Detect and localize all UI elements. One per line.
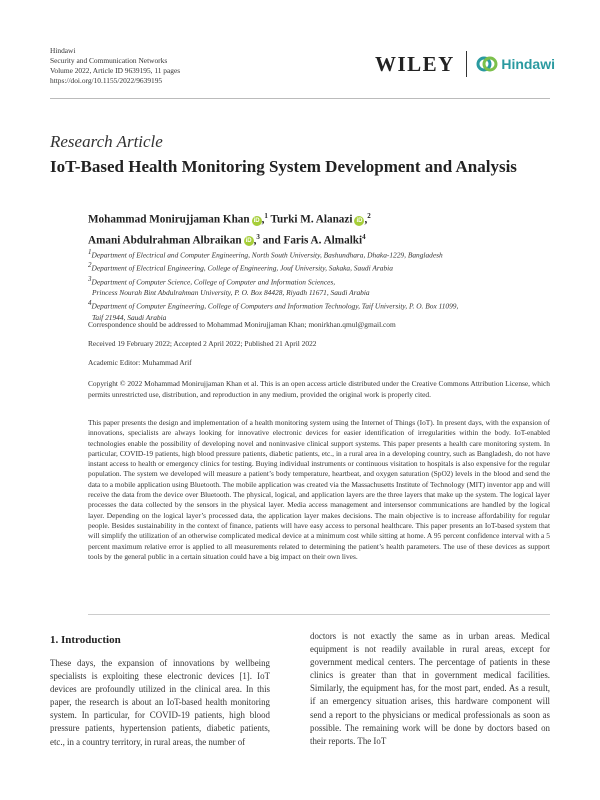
author-name[interactable]: and Faris A. Almalki (262, 234, 363, 247)
hindawi-logo-text: Hindawi (501, 56, 555, 72)
wiley-logo: WILEY (375, 51, 455, 76)
orcid-icon[interactable]: iD (245, 238, 252, 245)
publication-dates: Received 19 February 2022; Accepted 2 April 2022; Published 21 April 2022 (88, 339, 317, 348)
header-divider (50, 98, 550, 99)
affiliation-2: $^2$Department of Electrical Engineering, College of Engineering, Jouf University, Sakaka, Saudi Arabia (88, 261, 393, 273)
affil-sup: 2 (367, 212, 371, 220)
intro-column-right: doctors is not exactly the same as in urban areas. Medical equipment is not readily available in rural areas, except for government medical centers. The percentage of patients in these clinics is greater than that in government medical facilities. Similarly, the equipment has, for the most part, ended. As a result, if an emergency situation arises, this hardware component will send a report to the physicians or medical professionals as soon as possible. The remaining work will be done by doctors based on their reports. The IoT (310, 631, 550, 746)
affiliations (88, 247, 558, 323)
affil-sup: 1 (264, 212, 268, 220)
section-heading: 1. Introduction (50, 634, 121, 646)
affiliation-3: $^3$Department of Computer Science, College of Computer and Information Sciences, (88, 274, 336, 287)
volume-line: Volume 2022, Article ID 9639195, 11 pages (50, 66, 181, 75)
author-name[interactable]: Turki M. Alanazi (270, 213, 353, 226)
article-type: Research Article (50, 132, 163, 151)
affil-sup: 3 (256, 232, 260, 241)
orcid-icon[interactable]: iD (253, 217, 260, 224)
affil-sup: 4 (362, 232, 366, 241)
publisher-name: Hindawi (50, 46, 76, 55)
doi-link[interactable]: https://doi.org/10.1155/2022/9639195 (50, 76, 163, 85)
author-list: Mohammad Monirujjaman Khan iD ,$^1$ Turki M. Alanazi iD ,$^2$ Amani Abdulrahman Albraikan iD ,$^3$ and Faris A. Almalki$^4$ (88, 212, 371, 247)
abstract: This paper presents the design and implementation of a health monitoring system using the Internet of Things (IoT). In present days, with the expansion of innovations, specialists are always looking for innovative electronic devices for easier identification of irregularities within the body. IoT-enabled technologies enable the possibility of developing novel and noninvasive clinical support systems. This paper presents a health care monitoring system. In particular, COVID-19 patients, high blood pressure patients, diabetic patients, etc., in a rural area in a developing country, such as Bangladesh, do not have instant access to health or emergency clinics for testing. Buying individual instruments or continuous visitation to hospitals is also expensive for the regular population. The system we developed will measure a patient’s body temperature, heartbeat, and oxygen saturation (SpO2) levels in the blood and send the data to a mobile application using Bluetooth. The mobile application was created via the Massachusetts Institute of Technology (MIT) inventor app and will receive the data from the device over Bluetooth. The physical, logical, and application layers are the three layers that make up the system. The logical layer processes the data collected by the sensors in the physical layer. Media access management and intersensor communications are handled by the logical layer. Depending on the logical layer’s processed data, the application layer makes decisions. The main objective is to increase affordability for regular people. Besides sustainability in the context of finance, patients will have easy access to personal healthcare. This paper presents an IoT-based system that will simplify the utilization of an otherwise complicated medical device at a minimum cost while sitting at home. A 95 percent confidence interval with a 5 percent maximum relative error is applied to all measurements related to determining the patient’s health parameters. The use of these devices as support tools by the general public in a certain situation could have a big impact on their own lives. (88, 418, 550, 561)
intro-column-left: These days, the expansion of innovations by wellbeing specialists is exploiting these electronic devices [1]. IoT devices are profoundly utilized in the clinical area. In this paper, the research is about an IoT-based health monitoring system. In particular, for COVID-19 patients, high blood pressure patients, hypertension patients, diabetic patients, etc., in a country territory, in rural areas, the number of (50, 658, 270, 747)
orcid-icon[interactable]: iD (356, 217, 363, 224)
academic-editor: Academic Editor: Muhammad Arif (88, 358, 192, 367)
author-name[interactable]: Amani Abdulrahman Albraikan (88, 234, 242, 247)
abstract-divider (88, 614, 550, 615)
hindawi-logo-icon (476, 53, 498, 75)
affiliation-4: $^4$Department of Computer Engineering, College of Computers and Information Technology, Taif University, P. O. Box 11099, (88, 299, 459, 311)
journal-name: Security and Communication Networks (50, 56, 168, 65)
affiliation-4-cont: Taif 21944, Saudi Arabia (92, 312, 167, 322)
article-title: IoT-Based Health Monitoring System Development and Analysis (50, 157, 517, 176)
journal-meta (50, 46, 180, 86)
author-name[interactable]: Mohammad Monirujjaman Khan (88, 213, 250, 226)
copyright-notice: Copyright © 2022 Mohammad Monirujjaman Khan et al. This is an open access article distributed under the Creative Commons Attribution License, which permits unrestricted use, distribution, and reproduction in any medium, provided the original work is properly cited. (88, 379, 550, 399)
correspondence: Correspondence should be addressed to Mohammad Monirujjaman Khan; monirkhan.qmul@gmail.com (88, 320, 396, 329)
publisher-logos (375, 46, 555, 82)
affiliation-1: $^1$Department of Electrical and Computer Engineering, North South University, Bashundhara, Dhaka-1229, Bangladesh (88, 248, 443, 260)
affiliation-3-cont: Princess Nourah Bint Abdulrahman University, P. O. Box 84428, Riyadh 11671, Saudi Arabia (92, 288, 370, 298)
logo-divider (466, 51, 468, 77)
